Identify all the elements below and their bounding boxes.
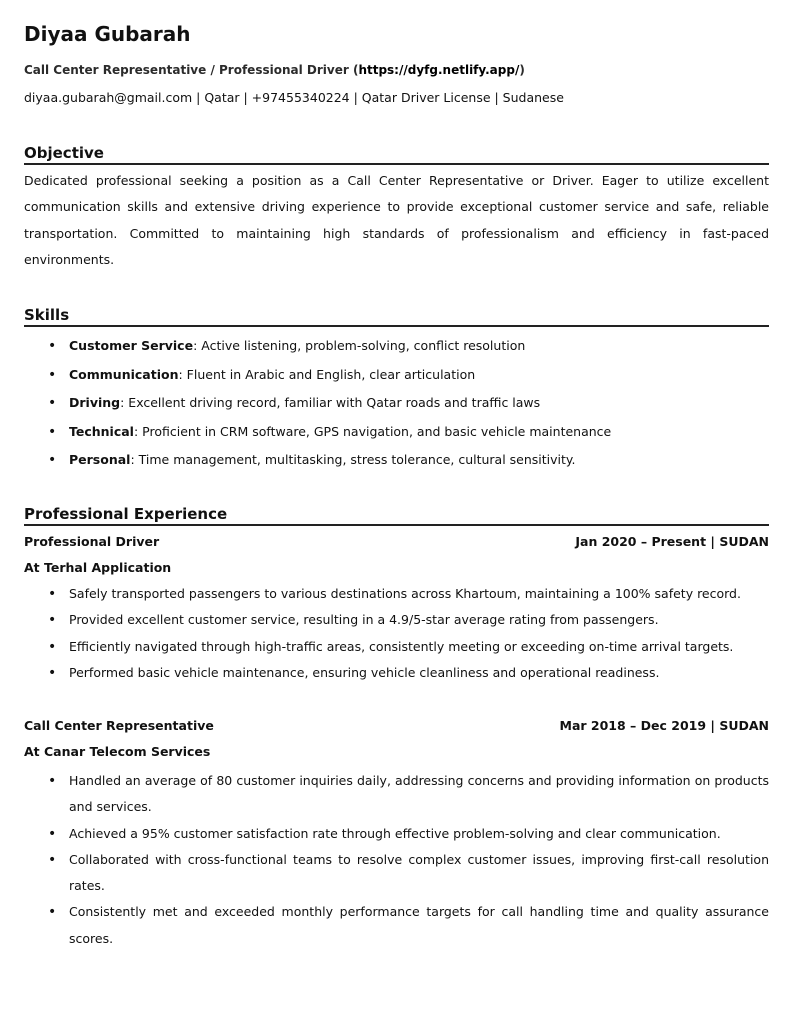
job-bullet: • Safely transported passengers to various destinations across Khartoum, maintaining a 100% safety record. xyxy=(24,581,769,607)
job-bullet: • Handled an average of 80 customer inquiries daily, addressing concerns and providing information on products and services. xyxy=(24,768,769,821)
job-header xyxy=(24,534,769,552)
job-bullet: • Efficiently navigated through high-traffic areas, consistently meeting or exceeding on-time arrival targets. xyxy=(24,634,769,660)
skill-detail: : Time management, multitasking, stress tolerance, cultural sensitivity. xyxy=(130,452,576,467)
job-bullet: • Collaborated with cross-functional teams to resolve complex customer issues, improving first-call resolution rates. xyxy=(24,847,769,900)
headline xyxy=(24,63,525,77)
job-company: At Canar Telecom Services xyxy=(24,744,211,759)
portfolio-link[interactable]: https://dyfg.netlify.app/ xyxy=(358,63,520,77)
skill-item xyxy=(24,418,769,447)
job-bullet: • Consistently met and exceeded monthly performance targets for call handling time and quality assurance scores. xyxy=(24,899,769,952)
skill-detail: : Fluent in Arabic and English, clear articulation xyxy=(178,366,476,382)
skill-detail: : Active listening, problem-solving, conflict resolution xyxy=(193,338,526,353)
skill-item xyxy=(24,446,769,475)
objective-text: Dedicated professional seeking a position as a Call Center Representative or Driver. Eager to utilize excellent communication skills and extensive driving experience to provide exceptional customer service and safe, reliable transportation. Committed to maintaining high standards of professionalism and efficiency in fast-paced environments. xyxy=(24,173,769,267)
headline-role: Call Center Representative / Professional Driver ( xyxy=(24,63,359,77)
job-bullet: • Achieved a 95% customer satisfaction rate through effective problem-solving and clear communication. xyxy=(24,821,769,847)
experience-heading: Professional Experience xyxy=(24,505,769,526)
skill-name: Communication xyxy=(69,366,179,382)
objective-heading: Objective xyxy=(24,144,769,165)
job-dates-location: Mar 2018 – Dec 2019 | SUDAN xyxy=(559,718,769,733)
candidate-name: Diyaa Gubarah xyxy=(24,22,191,46)
skill-item xyxy=(24,332,769,361)
skills-list xyxy=(24,332,769,475)
job-bullets xyxy=(24,581,769,686)
skill-item xyxy=(24,389,769,418)
skill-detail: : Excellent driving record, familiar with Qatar roads and traffic laws xyxy=(120,395,541,410)
skill-item xyxy=(24,361,769,390)
job-title: Professional Driver xyxy=(24,534,160,549)
job-header xyxy=(24,718,769,736)
job-title: Call Center Representative xyxy=(24,718,214,733)
contact-line: diyaa.gubarah@gmail.com | Qatar | +97455340224 | Qatar Driver License | Sudanese xyxy=(24,90,564,105)
skill-name: Technical xyxy=(69,423,134,439)
job-company: At Terhal Application xyxy=(24,560,172,575)
job-bullet: • Performed basic vehicle maintenance, ensuring vehicle cleanliness and operational readiness. xyxy=(24,660,769,686)
skill-name: Customer Service xyxy=(69,338,194,353)
skill-name: Driving xyxy=(69,395,121,410)
headline-close: ) xyxy=(519,63,525,77)
skill-name: Personal xyxy=(69,452,131,467)
skills-heading: Skills xyxy=(24,306,769,327)
job-bullet: • Provided excellent customer service, resulting in a 4.9/5-star average rating from passengers. xyxy=(24,607,769,633)
skill-detail: : Proficient in CRM software, GPS navigation, and basic vehicle maintenance xyxy=(133,423,612,439)
job-dates-location: Jan 2020 – Present | SUDAN xyxy=(575,534,769,549)
job-bullets xyxy=(24,768,769,952)
